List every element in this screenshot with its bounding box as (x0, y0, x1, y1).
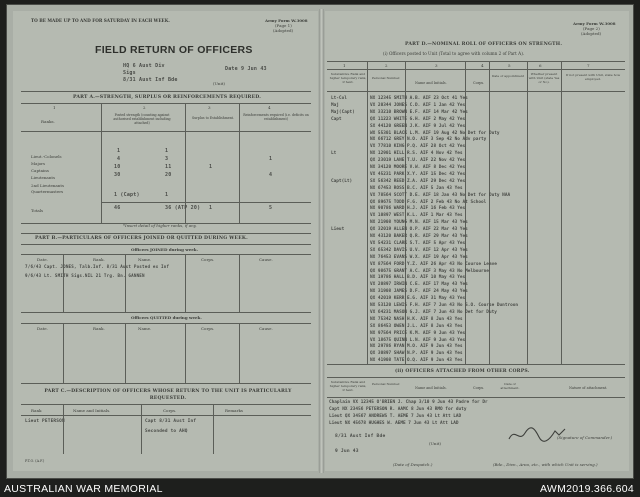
roll-rank: Capt(Lt) (331, 178, 353, 184)
roll-row: QX 42019 KERR E.G. AIF 31 May 43 Yes (370, 296, 466, 302)
col-header-reinf: Reinforcements required (i.e. deficits on establishment) (243, 113, 309, 121)
roll-row: QX 89675 TODD F.G. AIF 2 Feb 43 No At School (370, 199, 487, 205)
roll-row: NX 90786 WARD H.J. AIF 16 Feb 43 Yes (370, 206, 466, 212)
unit-typed-2: Sigs (123, 70, 136, 76)
roll-rank: Lieut (331, 227, 345, 233)
joined-row: 7/6/43 Capt. JONES, Talb.Inf. 8/31 Aust Posted ex Inf (25, 264, 170, 269)
unit-label: (Unit) (213, 81, 225, 86)
form-footer: P.T.O. (A.F.) (25, 459, 45, 463)
attached-col: Nature of attachment. (569, 386, 608, 390)
part-c-title: PART C.—DESCRIPTION OF OFFICERS WHOSE RETURN TO THE UNIT IS PARTICULARLY REQUESTED. (44, 389, 292, 401)
col-header-surplus: Surplus to Establishment. (192, 116, 234, 120)
roll-rank: Maj(Capt) (331, 109, 355, 115)
part-b-title: PART B.—PARTICULARS OF OFFICERS JOINED OR QUITTED DURING WEEK. (35, 236, 248, 241)
part-d-col-num: 4 (481, 63, 484, 68)
joined-col: Corps. (201, 257, 215, 262)
posted-value: 1 (117, 148, 121, 154)
roll-row: QX 11223 WHITE G.H. AIF 2 May 42 Yes (370, 116, 466, 122)
roll-row: VX 20344 JONES C.D. AIF 1 Jan 42 Yes (370, 102, 466, 108)
roll-rank: Lt (331, 151, 337, 157)
part-d-col-num: 2 (385, 63, 388, 68)
part-c-row: Lieut PETERSON (25, 419, 65, 424)
col-header-corps: Corps. (473, 81, 485, 85)
roll-row: NX 12345 SMITH A.B. AIF 23 Oct 41 Yes (370, 96, 468, 101)
left-sheet (13, 11, 318, 471)
part-a-col-num: 4 (268, 105, 271, 110)
rank-label: 2nd Lieutenants (31, 183, 65, 188)
attached-row: Lieut NX 45678 HUGHES W. AEME 7 Jun 43 Lt Att LAD (329, 421, 459, 426)
posted-value: 30 (114, 172, 121, 178)
rank-label: Quartermasters (31, 189, 64, 194)
posted-value: 46 (114, 205, 121, 211)
attached-col: Corps. (473, 386, 485, 390)
posted-value: 1 (Capt) (114, 192, 140, 198)
quitted-col: Name. (138, 326, 152, 331)
form-page-2: (Page 2) (583, 26, 600, 31)
col-header-employed: If not present with Unit, state how employed. (565, 73, 621, 81)
joined-col: Cause. (259, 257, 273, 262)
signature-scope: (Bde., Divn., Area, etc., with which Unit is serving.) (493, 462, 598, 467)
unit-typed-3: 8/31 Aust Inf Bde (123, 77, 178, 83)
part-a-col-num: 3 (208, 105, 211, 110)
right-sheet (325, 11, 629, 471)
attached-col: Substantive Rank and higher temporary rank, if held. (329, 380, 367, 392)
archive-footer (0, 479, 640, 497)
rank-label: Captains (31, 168, 49, 173)
surplus-value: 1 (209, 164, 213, 170)
unit-label-footer: (Unit) (429, 441, 441, 446)
attached-col: Personal Number. (371, 382, 401, 386)
joined-heading: Officers JOINED during week. (131, 247, 198, 252)
roll-row: SX 86453 OWEN J.L. AIF 8 Jun 43 Yes (370, 323, 463, 329)
establishment-value: 11 (165, 164, 172, 170)
col-header-ranks: Ranks. (41, 119, 55, 124)
roll-row: NX 66712 GREY N.O. AIF 3 Sep 42 No Adv party (370, 137, 487, 143)
unit-typed-1: HQ 6 Aust Div (123, 63, 165, 69)
roll-row: NX 41908 TATE O.Q. AIF 9 Jun 43 Yes (370, 358, 463, 364)
part-a-note: *Insert detail of higher ranks, if any. (123, 223, 197, 228)
document-page (6, 4, 634, 479)
attached-row: Chaplain VX 12345 O'BRIEN J. Chap 3/10 9 Jun 43 Padre for Dr (329, 400, 488, 405)
reinf-value: 4 (269, 172, 273, 178)
date-typed: 9 Jun 43 (335, 449, 359, 454)
roll-row: NX 67453 ROSS B.C. AIF 5 Jan 43 Yes (370, 185, 463, 191)
roll-rank: Maj (331, 102, 339, 108)
establishment-value: 3 (165, 156, 169, 162)
unit-typed-footer: 8/31 Aust Inf Bde (335, 434, 386, 439)
archive-ref: AWM2019.366.604 (539, 483, 634, 495)
part-d-col-num: 1 (343, 63, 346, 68)
part-c-col: Rank (31, 408, 42, 413)
part-d-sub: (i) Officers posted to Unit (Total to agree with column 2 of Part A). (383, 51, 525, 56)
unit-typed-4: Date 9 Jun 43 (225, 66, 267, 72)
roll-row: VX 77810 KING P.Q. AIF 28 Oct 42 Yes (370, 144, 466, 150)
roll-row: NX 43120 BAKER Q.R. AIF 29 Mar 43 Yes (370, 234, 468, 239)
quitted-col: Date. (37, 326, 48, 331)
quitted-heading: Officers QUITTED during week. (131, 315, 202, 320)
roll-row: NX 33210 BROWN E.F. AIF 14 Mar 42 Yes (370, 109, 468, 115)
roll-row: SX 56342 REED Z.A. AIF 29 Dec 42 Yes (370, 178, 466, 184)
form-adopted: (Adopted) (273, 28, 294, 33)
part-d-col-num: 3 (435, 63, 438, 68)
attached-col: Name and Initials. (415, 386, 447, 390)
rank-label: Lieutenants (31, 175, 56, 180)
surplus-value: 1 (209, 205, 213, 211)
part-c-row: Seconded to AHQ (145, 429, 188, 434)
page-fold (319, 9, 324, 473)
attached-col: Date of attachment. (500, 382, 520, 390)
establishment-value: 1 (165, 148, 169, 154)
rank-label: Majors (31, 161, 46, 166)
part-d-col-num: 5 (508, 63, 511, 68)
form-id-2: Army Form W.3008 (573, 21, 616, 26)
part-c-col: Name and Initials. (73, 408, 111, 413)
roll-row: VX 64231 MASON G.J. AIF 7 Jun 43 No Det for Duty (370, 309, 497, 315)
roll-row: VX 45231 PARK X.Y. AIF 15 Dec 42 Yes (370, 171, 466, 177)
roll-row: NX 31908 JAMES D.F. AIF 24 May 43 Yes (370, 289, 468, 295)
roll-row: VX 20897 IRWIN C.E. AIF 17 May 43 Yes (370, 282, 468, 288)
col-header-present: Whether present with Unit (state Yes or No). (528, 72, 560, 84)
roll-row: QX 98675 GRANT A.C. AIF 3 May 43 No Melbourne (370, 268, 489, 274)
signature-role: (Signature of Commander.) (557, 435, 613, 440)
archive-source: AUSTRALIAN WAR MEMORIAL (4, 483, 163, 495)
roll-row: VX 10897 WEST K.L. AIF 1 Mar 43 Yes (370, 213, 463, 219)
roll-row: SX 44120 GREEN J.K. AIF 9 Jul 42 Yes (370, 123, 466, 129)
roll-row: SX 65342 DAVIS U.V. AIF 12 Apr 43 Yes (370, 247, 468, 253)
roll-row: NX 21908 YOUNG M.N. AIF 15 Mar 43 Yes (370, 220, 468, 226)
roll-row: NX 19786 HALL B.D. AIF 10 May 43 Yes (370, 275, 466, 281)
attached-title: (ii) OFFICERS ATTACHED FROM OTHER CORPS. (395, 369, 530, 374)
form-page: (Page 1) (275, 23, 292, 28)
col-header-date: Date of appointment (491, 74, 525, 78)
roll-row: NX 75342 NASH H.K. AIF 8 Jun 43 Yes (370, 316, 463, 322)
roll-row: QX 32019 ALLEN O.P. AIF 22 Mar 43 Yes (370, 227, 468, 233)
attached-row: Lieut QX 34567 ANDREWS T. AEME 7 Jun 43 Lt Att LAD (329, 414, 462, 419)
rank-label: Totals (31, 208, 44, 213)
col-header-name: Name and Initials. (415, 81, 447, 85)
joined-col: Date. (37, 257, 48, 262)
quitted-col: Cause. (259, 326, 273, 331)
establishment-value: 20 (165, 172, 172, 178)
roll-row: NX 76453 EVANS W.X. AIF 19 Apr 43 Yes (370, 254, 468, 260)
roll-row: NX 53120 LEWIS F.H. AIF 7 Jun 43 No S.O. Course Duntroon (370, 303, 519, 308)
page-title: FIELD RETURN OF OFFICERS (95, 44, 253, 56)
roll-row: VX 87564 FORD Y.Z. AIF 26 Apr 43 No Course Leave (370, 261, 497, 267)
part-a-title: PART A.—STRENGTH, SURPLUS OR REINFORCEMENTS REQUIRED. (73, 95, 262, 100)
roll-row: QX 23019 LANE T.U. AIF 22 Nov 42 Yes (370, 158, 466, 164)
part-c-col: Remarks (225, 408, 243, 413)
quitted-col: Rank. (93, 326, 105, 331)
roll-row: VX 78564 SCOTT D.E. AIF 18 Jan 43 No Det for Duty NAA (370, 192, 511, 198)
roll-row: VX 18675 QUINN L.N. AIF 9 Jun 43 Yes (370, 337, 466, 343)
roll-row: NX 97564 PRICE K.M. AIF 9 Jun 43 Yes (370, 330, 466, 336)
posted-value: 4 (117, 156, 121, 162)
rank-label: Lieut.-Colonels (31, 154, 62, 159)
part-a-col-num: 1 (53, 105, 56, 110)
part-d-col-num: 7 (587, 63, 590, 68)
reinf-value: 1 (269, 156, 273, 162)
date-label: (Date of Despatch.) (393, 462, 433, 467)
roll-row: WX 55301 BLACK L.M. AIF 19 Aug 42 No Det for Duty (370, 130, 500, 136)
quitted-col: Corps. (201, 326, 215, 331)
joined-row: 9/6/43 Lt. SMITH Sigs.NIL 21 Trg. Bn. GANNEN (25, 273, 145, 278)
form-id: Army Form W.3008 (265, 18, 308, 23)
attached-row: Capt NX 23456 PETERSON R. AAMC 8 Jun 43 RMO for duty (329, 407, 467, 412)
roll-row: NX 29786 RYAN M.O. AIF 9 Jun 43 Yes (370, 344, 463, 350)
roll-rank: Lt-Col (331, 96, 347, 101)
roll-row: VX 54231 CLARK S.T. AIF 5 Apr 43 Yes (370, 240, 466, 246)
col-header-posted: Posted strength (counting against authorised establishment including attached) (113, 113, 171, 125)
joined-col: Rank. (93, 257, 105, 262)
roll-row: NX 34120 MOORE V.W. AIF 8 Dec 42 Yes (370, 165, 466, 170)
reinf-value: 5 (269, 205, 273, 211)
roll-row: NX 12901 HILL R.S. AIF 4 Nov 42 Yes (370, 151, 463, 157)
part-c-row: Capt 8/31 Aust Inf (145, 419, 197, 424)
posted-value: 10 (114, 164, 121, 170)
top-note: TO BE MADE UP TO AND FOR SATURDAY IN EACH WEEK. (31, 18, 170, 23)
part-d-title: PART D.—NOMINAL ROLL OF OFFICERS ON STRENGTH. (405, 42, 563, 47)
roll-rank: Capt (331, 116, 342, 122)
part-c-col: Corps. (163, 408, 177, 413)
joined-col: Name. (138, 257, 152, 262)
form-adopted-2: (Adopted) (581, 31, 602, 36)
part-d-col-num: 6 (539, 63, 542, 68)
col-header-number: Personal Number. (371, 76, 401, 80)
col-header-rank: Substantive Rank and higher temporary rank, if held. (329, 72, 367, 84)
establishment-value: 1 (165, 192, 169, 198)
roll-row: QX 30897 SHAW N.P. AIF 9 Jun 43 Yes (370, 351, 463, 357)
part-a-col-num: 2 (143, 105, 146, 110)
establishment-value: 36 (ATP 20) (165, 205, 201, 211)
